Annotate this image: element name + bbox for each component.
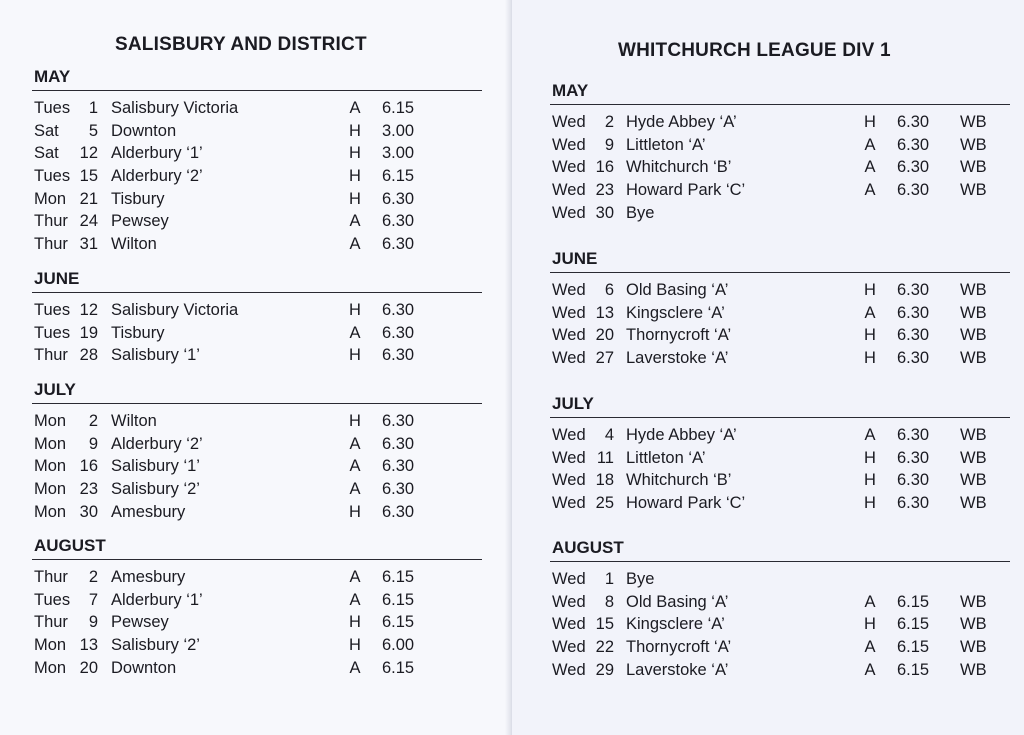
start-time: 6.30 — [897, 181, 930, 200]
start-time: 6.15 — [382, 167, 415, 186]
fixture-row — [550, 447, 1010, 470]
home-away: H — [864, 281, 876, 299]
fixture-row — [550, 111, 1010, 134]
page-title: SALISBURY AND DISTRICT — [115, 34, 367, 55]
home-away: H — [864, 471, 876, 490]
fixture-day: Mon — [34, 457, 67, 476]
fixture-day: Thur — [34, 568, 68, 586]
fixture-date: 19 — [79, 323, 98, 342]
start-time: 6.30 — [897, 471, 930, 490]
fixture-date: 16 — [79, 457, 98, 476]
fixture-day: Tues — [34, 323, 71, 342]
opponent-name: Alderbury ‘2’ — [111, 167, 203, 186]
start-time: 6.15 — [382, 590, 415, 609]
home-away: A — [349, 480, 361, 499]
fixture-date: 9 — [604, 135, 614, 154]
fixture-day: Wed — [552, 660, 586, 679]
start-time: 6.30 — [897, 494, 930, 513]
start-time: 6.30 — [382, 346, 415, 365]
opponent-name: Salisbury ‘2’ — [111, 480, 200, 499]
home-away: A — [864, 638, 876, 657]
opponent-name: Bye — [626, 570, 655, 588]
opponent-name: Tisbury — [111, 189, 165, 208]
opponent-name: Whitchurch ‘B’ — [626, 158, 732, 177]
home-away: H — [864, 448, 876, 467]
start-time: 6.15 — [382, 568, 415, 586]
month-section — [32, 268, 482, 367]
month-heading: MAY — [552, 81, 589, 100]
month-heading: MAY — [34, 67, 71, 86]
fixture-day: Wed — [552, 113, 586, 131]
fixture-row — [550, 179, 1010, 202]
start-time: 6.30 — [382, 412, 415, 430]
venue-code: WB — [960, 303, 987, 322]
start-time: 3.00 — [382, 121, 415, 140]
home-away: H — [349, 121, 361, 140]
opponent-name: Salisbury ‘1’ — [111, 346, 200, 365]
fixture-date: 2 — [88, 568, 98, 586]
fixture-day: Mon — [34, 434, 67, 453]
section-divider — [32, 403, 482, 404]
start-time: 6.15 — [897, 660, 930, 679]
fixture-day: Wed — [552, 592, 586, 611]
start-time: 6.15 — [897, 638, 930, 657]
fixture-row — [550, 613, 1010, 636]
fixture-date: 23 — [595, 181, 614, 200]
home-away: H — [864, 615, 876, 634]
home-away: A — [349, 99, 361, 117]
fixture-day: Tues — [34, 167, 71, 186]
opponent-name: Salisbury ‘1’ — [111, 457, 200, 476]
fixture-row — [550, 659, 1010, 682]
home-away: H — [349, 144, 361, 163]
start-time: 6.30 — [897, 113, 930, 131]
fixture-row — [550, 591, 1010, 614]
fixture-row — [32, 410, 482, 433]
start-time: 6.15 — [382, 613, 415, 632]
opponent-name: Kingsclere ‘A’ — [626, 303, 725, 322]
page-title: WHITCHURCH LEAGUE DIV 1 — [618, 40, 891, 61]
fixture-date: 27 — [595, 349, 614, 368]
start-time: 6.30 — [382, 323, 415, 342]
home-away: A — [864, 303, 876, 322]
section-divider — [550, 104, 1010, 105]
fixture-date: 8 — [604, 592, 614, 611]
opponent-name: Howard Park ‘C’ — [626, 181, 746, 200]
fixture-row — [550, 302, 1010, 325]
venue-code: WB — [960, 471, 987, 490]
opponent-name: Tisbury — [111, 323, 165, 342]
opponent-name: Littleton ‘A’ — [626, 135, 706, 154]
venue-code: WB — [960, 638, 987, 657]
start-time: 6.30 — [382, 480, 415, 499]
fixture-date: 23 — [79, 480, 98, 499]
venue-code: WB — [960, 660, 987, 679]
venue-code: WB — [960, 448, 987, 467]
month-section — [550, 80, 1010, 224]
opponent-name: Alderbury ‘1’ — [111, 590, 203, 609]
start-time: 6.30 — [382, 301, 415, 319]
fixture-date: 25 — [595, 494, 614, 513]
month-section — [32, 379, 482, 523]
month-section — [550, 248, 1010, 370]
fixture-day: Mon — [34, 636, 67, 655]
fixture-date: 18 — [595, 471, 614, 490]
fixture-day: Wed — [552, 135, 586, 154]
fixture-date: 13 — [595, 303, 614, 322]
fixture-row — [550, 279, 1010, 302]
start-time: 6.30 — [382, 212, 415, 231]
fixture-date: 29 — [595, 660, 614, 679]
fixture-day: Wed — [552, 158, 586, 177]
opponent-name: Salisbury Victoria — [111, 99, 239, 117]
fixture-row — [32, 611, 482, 634]
opponent-name: Pewsey — [111, 212, 169, 231]
opponent-name: Salisbury ‘2’ — [111, 636, 200, 655]
month-heading: JUNE — [552, 249, 598, 268]
fixture-day: Wed — [552, 303, 586, 322]
venue-code: WB — [960, 158, 987, 177]
start-time: 6.15 — [382, 658, 415, 677]
opponent-name: Hyde Abbey ‘A’ — [626, 426, 737, 444]
start-time: 6.30 — [897, 281, 930, 299]
fixture-day: Wed — [552, 448, 586, 467]
section-divider — [550, 272, 1010, 273]
fixture-date: 21 — [79, 189, 98, 208]
section-divider — [550, 417, 1010, 418]
fixture-row — [32, 299, 482, 322]
month-section — [550, 393, 1010, 515]
fixture-day: Wed — [552, 181, 586, 200]
opponent-name: Howard Park ‘C’ — [626, 494, 746, 513]
home-away: A — [864, 135, 876, 154]
start-time: 6.30 — [897, 158, 930, 177]
start-time: 6.30 — [382, 457, 415, 476]
home-away: H — [349, 636, 361, 655]
home-away: A — [349, 590, 361, 609]
opponent-name: Littleton ‘A’ — [626, 448, 706, 467]
fixture-row — [550, 347, 1010, 370]
fixture-day: Wed — [552, 494, 586, 513]
fixture-row — [32, 165, 482, 188]
opponent-name: Bye — [626, 203, 655, 222]
fixture-day: Tues — [34, 301, 71, 319]
home-away: A — [349, 457, 361, 476]
fixture-day: Wed — [552, 570, 586, 588]
home-away: A — [349, 323, 361, 342]
fixture-row — [550, 134, 1010, 157]
home-away: A — [349, 658, 361, 677]
fixture-date: 12 — [79, 301, 98, 319]
start-time: 6.30 — [382, 189, 415, 208]
fixture-row — [32, 566, 482, 589]
section-divider — [550, 561, 1010, 562]
start-time: 6.30 — [897, 349, 930, 368]
fixture-date: 1 — [88, 99, 98, 117]
fixture-row — [550, 324, 1010, 347]
fixture-row — [550, 568, 1010, 591]
opponent-name: Alderbury ‘1’ — [111, 144, 203, 163]
home-away: A — [864, 181, 876, 200]
start-time: 6.30 — [382, 235, 415, 254]
fixture-day: Wed — [552, 426, 586, 444]
month-heading: JULY — [34, 380, 76, 399]
fixture-day: Mon — [34, 480, 67, 499]
home-away: H — [349, 189, 361, 208]
start-time: 6.30 — [897, 303, 930, 322]
fixture-row — [32, 478, 482, 501]
fixture-date: 9 — [88, 613, 98, 632]
venue-code: WB — [960, 113, 987, 131]
venue-code: WB — [960, 494, 987, 513]
opponent-name: Whitchurch ‘B’ — [626, 471, 732, 490]
home-away: H — [864, 494, 876, 513]
fixture-date: 22 — [595, 638, 614, 657]
fixture-row — [32, 97, 482, 120]
fixture-day: Wed — [552, 638, 586, 657]
opponent-name: Laverstoke ‘A’ — [626, 349, 729, 368]
venue-code: WB — [960, 135, 987, 154]
fixture-day: Mon — [34, 412, 67, 430]
home-away: H — [349, 301, 361, 319]
start-time: 6.00 — [382, 636, 415, 655]
fixture-date: 12 — [79, 144, 98, 163]
home-away: A — [349, 434, 361, 453]
opponent-name: Old Basing ‘A’ — [626, 281, 729, 299]
home-away: H — [864, 113, 876, 131]
venue-code: WB — [960, 592, 987, 611]
venue-code: WB — [960, 281, 987, 299]
fixture-day: Mon — [34, 502, 67, 521]
start-time: 6.30 — [382, 434, 415, 453]
home-away: A — [349, 568, 361, 586]
fixture-date: 7 — [88, 590, 98, 609]
home-away: A — [864, 158, 876, 177]
fixture-row — [550, 156, 1010, 179]
fixture-day: Wed — [552, 349, 586, 368]
opponent-name: Downton — [111, 121, 177, 140]
month-heading: AUGUST — [34, 536, 106, 555]
section-divider — [32, 559, 482, 560]
home-away: H — [349, 412, 361, 430]
fixture-day: Wed — [552, 203, 586, 222]
home-away: A — [864, 426, 876, 444]
venue-code: WB — [960, 326, 987, 345]
fixture-day: Wed — [552, 326, 586, 345]
opponent-name: Downton — [111, 658, 177, 677]
opponent-name: Pewsey — [111, 613, 169, 632]
fixture-date: 15 — [79, 167, 98, 186]
fixture-date: 24 — [79, 212, 98, 231]
fixture-row — [32, 188, 482, 211]
start-time: 6.30 — [382, 502, 415, 521]
right-page — [512, 0, 1024, 735]
start-time: 6.30 — [897, 426, 930, 444]
fixture-day: Thur — [34, 212, 68, 231]
start-time: 3.00 — [382, 144, 415, 163]
fixture-day: Mon — [34, 658, 67, 677]
home-away: H — [864, 349, 876, 368]
fixture-date: 9 — [88, 434, 98, 453]
fixture-date: 20 — [79, 658, 98, 677]
opponent-name: Hyde Abbey ‘A’ — [626, 113, 737, 131]
start-time: 6.15 — [897, 615, 930, 634]
venue-code: WB — [960, 349, 987, 368]
month-section — [32, 66, 482, 256]
month-section — [550, 537, 1010, 681]
section-divider — [32, 292, 482, 293]
venue-code: WB — [960, 426, 987, 444]
home-away: H — [349, 346, 361, 365]
fixture-row — [550, 469, 1010, 492]
fixture-row — [550, 202, 1010, 225]
home-away: A — [864, 592, 876, 611]
fixture-date: 2 — [604, 113, 614, 131]
fixture-date: 6 — [604, 281, 614, 299]
opponent-name: Thornycroft ‘A’ — [626, 326, 732, 345]
fixture-row — [32, 589, 482, 612]
fixture-day: Mon — [34, 189, 67, 208]
month-heading: JUNE — [34, 269, 80, 288]
fixture-date: 28 — [79, 346, 98, 365]
fixture-row — [32, 455, 482, 478]
fixture-day: Tues — [34, 99, 71, 117]
start-time: 6.15 — [897, 592, 930, 611]
opponent-name: Thornycroft ‘A’ — [626, 638, 732, 657]
left-page — [0, 0, 510, 735]
fixture-date: 15 — [595, 615, 614, 634]
fixture-day: Sat — [34, 144, 59, 163]
month-heading: JULY — [552, 394, 594, 413]
fixture-day: Thur — [34, 613, 68, 632]
fixture-date: 20 — [595, 326, 614, 345]
opponent-name: Wilton — [111, 235, 157, 254]
home-away: H — [349, 167, 361, 186]
fixture-row — [550, 492, 1010, 515]
fixture-row — [32, 120, 482, 143]
fixture-day: Tues — [34, 590, 71, 609]
home-away: H — [349, 502, 361, 521]
fixture-day: Sat — [34, 121, 59, 140]
fixture-date: 30 — [79, 502, 98, 521]
fixture-day: Thur — [34, 235, 68, 254]
home-away: H — [349, 613, 361, 632]
opponent-name: Kingsclere ‘A’ — [626, 615, 725, 634]
home-away: A — [864, 660, 876, 679]
opponent-name: Amesbury — [111, 502, 186, 521]
fixture-day: Wed — [552, 471, 586, 490]
fixture-row — [32, 142, 482, 165]
venue-code: WB — [960, 181, 987, 200]
fixture-date: 16 — [595, 158, 614, 177]
month-section — [32, 535, 482, 679]
home-away: H — [864, 326, 876, 345]
fixture-date: 4 — [604, 426, 614, 444]
fixture-row — [32, 501, 482, 524]
opponent-name: Old Basing ‘A’ — [626, 592, 729, 611]
opponent-name: Salisbury Victoria — [111, 301, 239, 319]
month-heading: AUGUST — [552, 538, 624, 557]
fixture-day: Wed — [552, 281, 586, 299]
fixture-row — [32, 433, 482, 456]
start-time: 6.30 — [897, 448, 930, 467]
start-time: 6.30 — [897, 135, 930, 154]
fixture-row — [550, 636, 1010, 659]
fixture-date: 2 — [88, 412, 98, 430]
fixture-row — [32, 210, 482, 233]
fixture-date: 1 — [604, 570, 614, 588]
fixture-day: Wed — [552, 615, 586, 634]
fixture-date: 30 — [595, 203, 614, 222]
fixture-row — [32, 657, 482, 680]
venue-code: WB — [960, 615, 987, 634]
start-time: 6.15 — [382, 99, 415, 117]
home-away: A — [349, 212, 361, 231]
fixture-row — [550, 424, 1010, 447]
opponent-name: Alderbury ‘2’ — [111, 434, 203, 453]
fixture-row — [32, 233, 482, 256]
section-divider — [32, 90, 482, 91]
fixture-date: 13 — [79, 636, 98, 655]
fixture-row — [32, 322, 482, 345]
opponent-name: Wilton — [111, 412, 157, 430]
fixture-date: 31 — [79, 235, 98, 254]
fixture-row — [32, 634, 482, 657]
fixture-date: 11 — [596, 448, 614, 467]
opponent-name: Amesbury — [111, 568, 186, 586]
fixture-row — [32, 344, 482, 367]
fixture-date: 5 — [88, 121, 98, 140]
start-time: 6.30 — [897, 326, 930, 345]
fixture-day: Thur — [34, 346, 68, 365]
home-away: A — [349, 235, 361, 254]
opponent-name: Laverstoke ‘A’ — [626, 660, 729, 679]
